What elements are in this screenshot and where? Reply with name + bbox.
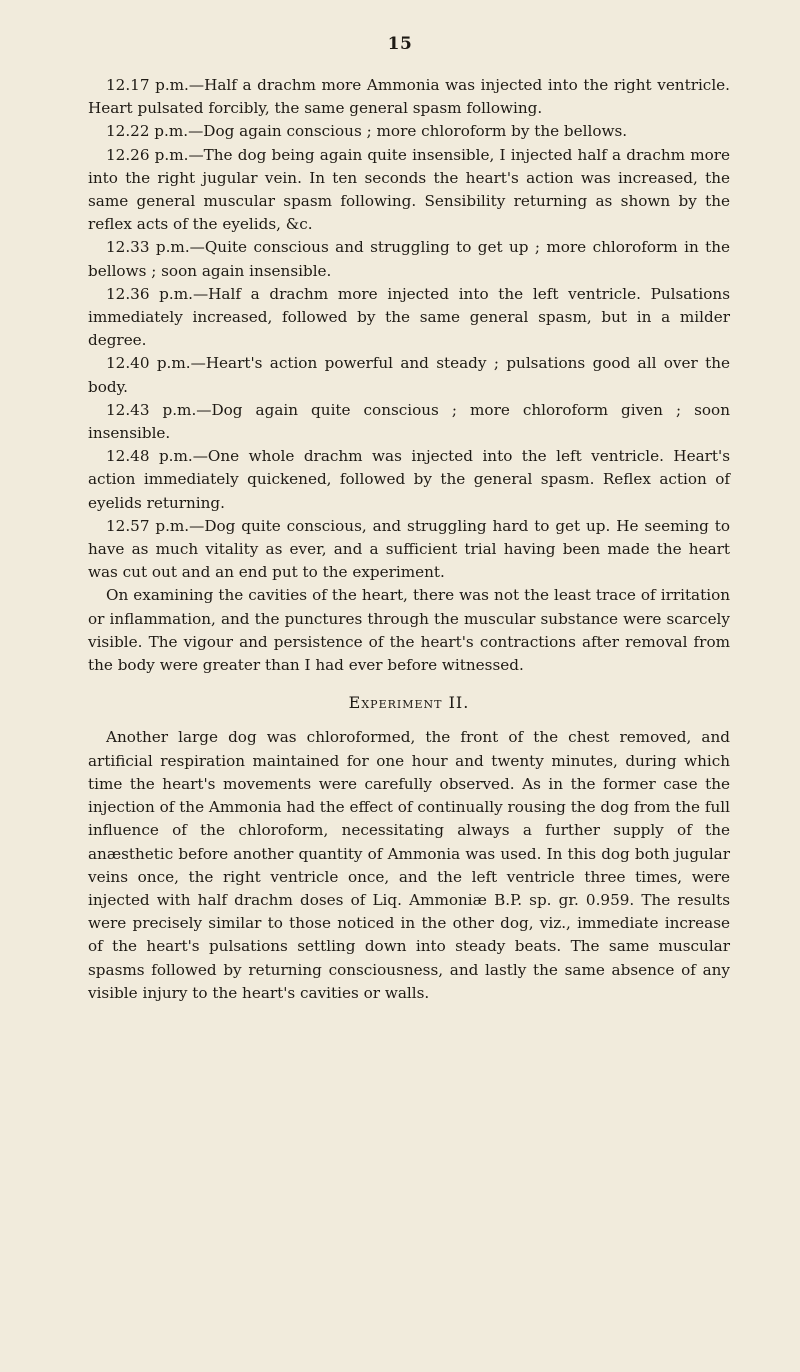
section-paragraph: Another large dog was chloroformed, the front of the chest removed, and artificial respiration maintained for one hour and twenty minutes, during which time the heart's movements were carefully observed. As in the former case the injection of the Ammonia had the effect of continually rousing the dog from the full influence of the chloroform, necessitating always a further supply of the anæsthetic before another quantity of Ammonia was used. In this dog both jugular veins once, the right ventricle once, and the left ventricle three times, were injected with half drachm doses of Liq. Ammoniæ B.P. sp. gr. 0.959. The results were precisely similar to those noticed in the other dog, viz., immediate increase of the heart's pulsations settling down into steady beats. The same muscular spasms followed by returning consciousness, and lastly the same absence of any visible injury to the heart's cavities or walls. [88,728,730,1002]
log-entry [88,236,730,282]
section-heading: Experiment II. [348,693,470,713]
entry-text: —Dog again conscious ; more chloroform by the bellows. [188,122,628,141]
entry-time: 12.26 p.m. [106,145,189,164]
entry-text: —Dog quite conscious, and struggling hard to get up. He seeming to have as much vitality as ever, and a sufficient trial having been made the heart was cut out and an end put to the experiment. [88,516,730,582]
log-entry [88,144,730,237]
entry-time: 12.33 p.m. [106,238,190,257]
entry-time: 12.36 p.m. [106,284,193,303]
log-entry [88,515,730,585]
page-number: 15 [387,34,413,54]
entry-time: 12.43 p.m. [106,400,197,419]
log-entry [88,283,730,353]
log-entry [88,399,730,445]
entry-time: 12.22 p.m. [106,122,189,141]
closing-paragraph: On examining the cavities of the heart, there was not the least trace of irritation or inflammation, and the punctures through the muscular substance were scarcely visible. The vigour and persistence of the heart's contractions after removal from the body were greater than I had ever before witnessed. [88,586,730,675]
entry-text: —Half a drachm more Ammonia was injected into the right ventricle. Heart pulsated forcibly, the same general spasm following. [88,76,730,118]
log-entry [88,445,730,515]
log-entry [88,74,730,120]
entry-text: —Heart's action powerful and steady ; pulsations good all over the body. [88,354,730,396]
log-entry [88,120,730,143]
entry-time: 12.48 p.m. [106,447,193,466]
entry-time: 12.40 p.m. [106,354,191,373]
entry-time: 12.17 p.m. [106,76,189,94]
entry-text: —Dog again quite conscious ; more chloroform given ; soon insensible. [88,400,730,443]
entry-text: —Half a drachm more injected into the left ventricle. Pulsations immediately increased, followed by the same general spasm, but in a milder degree. [88,284,730,350]
page-body [88,74,730,1005]
entry-text: —The dog being again quite insensible, I injected half a drachm more into the right jugular vein. In ten seconds the heart's action was increased, the same general muscular spasm following. Sensibility returning as shown by the reflex acts of the eyelids, &c. [88,145,730,234]
entry-time: 12.57 p.m. [106,516,190,535]
log-entry [88,352,730,398]
entry-text: —One whole drachm was injected into the left ventricle. Heart's action immediately quickened, followed by the general spasm. Reflex action of eyelids returning. [88,447,730,512]
entry-text: —Quite conscious and struggling to get up ; more chloroform in the bellows ; soon again insensible. [88,238,731,280]
